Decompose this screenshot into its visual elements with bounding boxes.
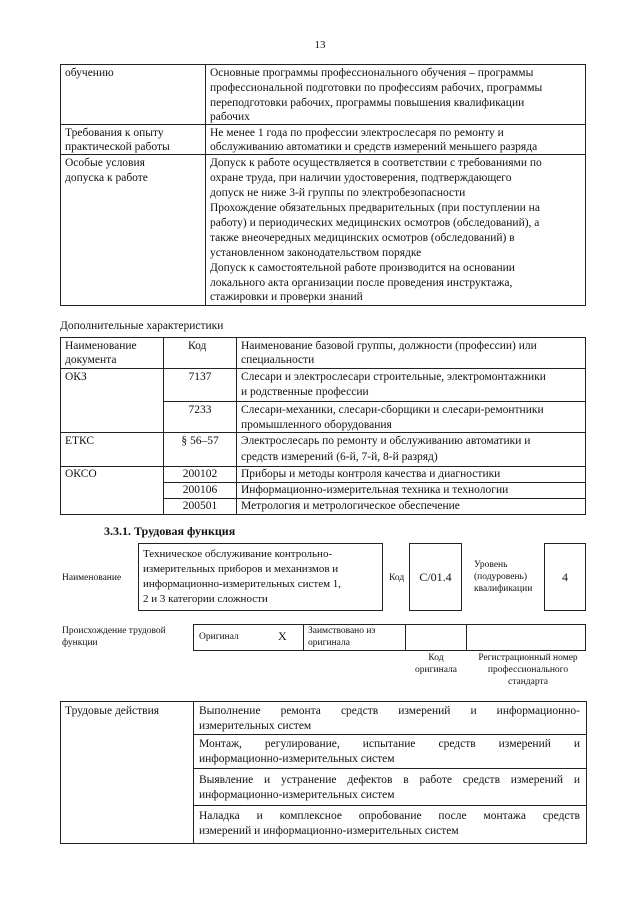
borrowed-label: Заимствовано из оригинала: [308, 626, 376, 648]
name-200501: Метрология и метрологическое обеспечение: [241, 500, 460, 512]
code-200102: 200102: [182, 468, 218, 480]
doc-okz: ОКЗ: [65, 371, 87, 383]
name-200106: Информационно-измерительная техника и технологии: [241, 484, 509, 496]
code-200106: 200106: [182, 484, 218, 496]
code-7137: 7137: [188, 371, 212, 383]
page-number: 13: [314, 39, 326, 51]
code-label: Код: [389, 573, 405, 583]
additional-title: Дополнительные характеристики: [60, 320, 224, 332]
code-7233: 7233: [188, 404, 212, 416]
original-mark: X: [278, 629, 287, 643]
name-200102: Приборы и методы контроля качества и диагностики: [241, 468, 501, 480]
code-200501: 200501: [182, 500, 218, 512]
name-label: Наименование: [62, 573, 122, 583]
actions-label: Трудовые действия: [65, 705, 160, 717]
row-label-training: обучению: [65, 67, 114, 79]
doc-okso: ОКСО: [65, 468, 97, 480]
section-heading: 3.3.1. Трудовая функция: [104, 524, 236, 538]
doc-etks: ЕТКС: [65, 435, 95, 447]
header-code: Код: [188, 340, 207, 352]
original-label: Оригинал: [199, 632, 239, 642]
code-etks: § 56–57: [181, 435, 219, 447]
